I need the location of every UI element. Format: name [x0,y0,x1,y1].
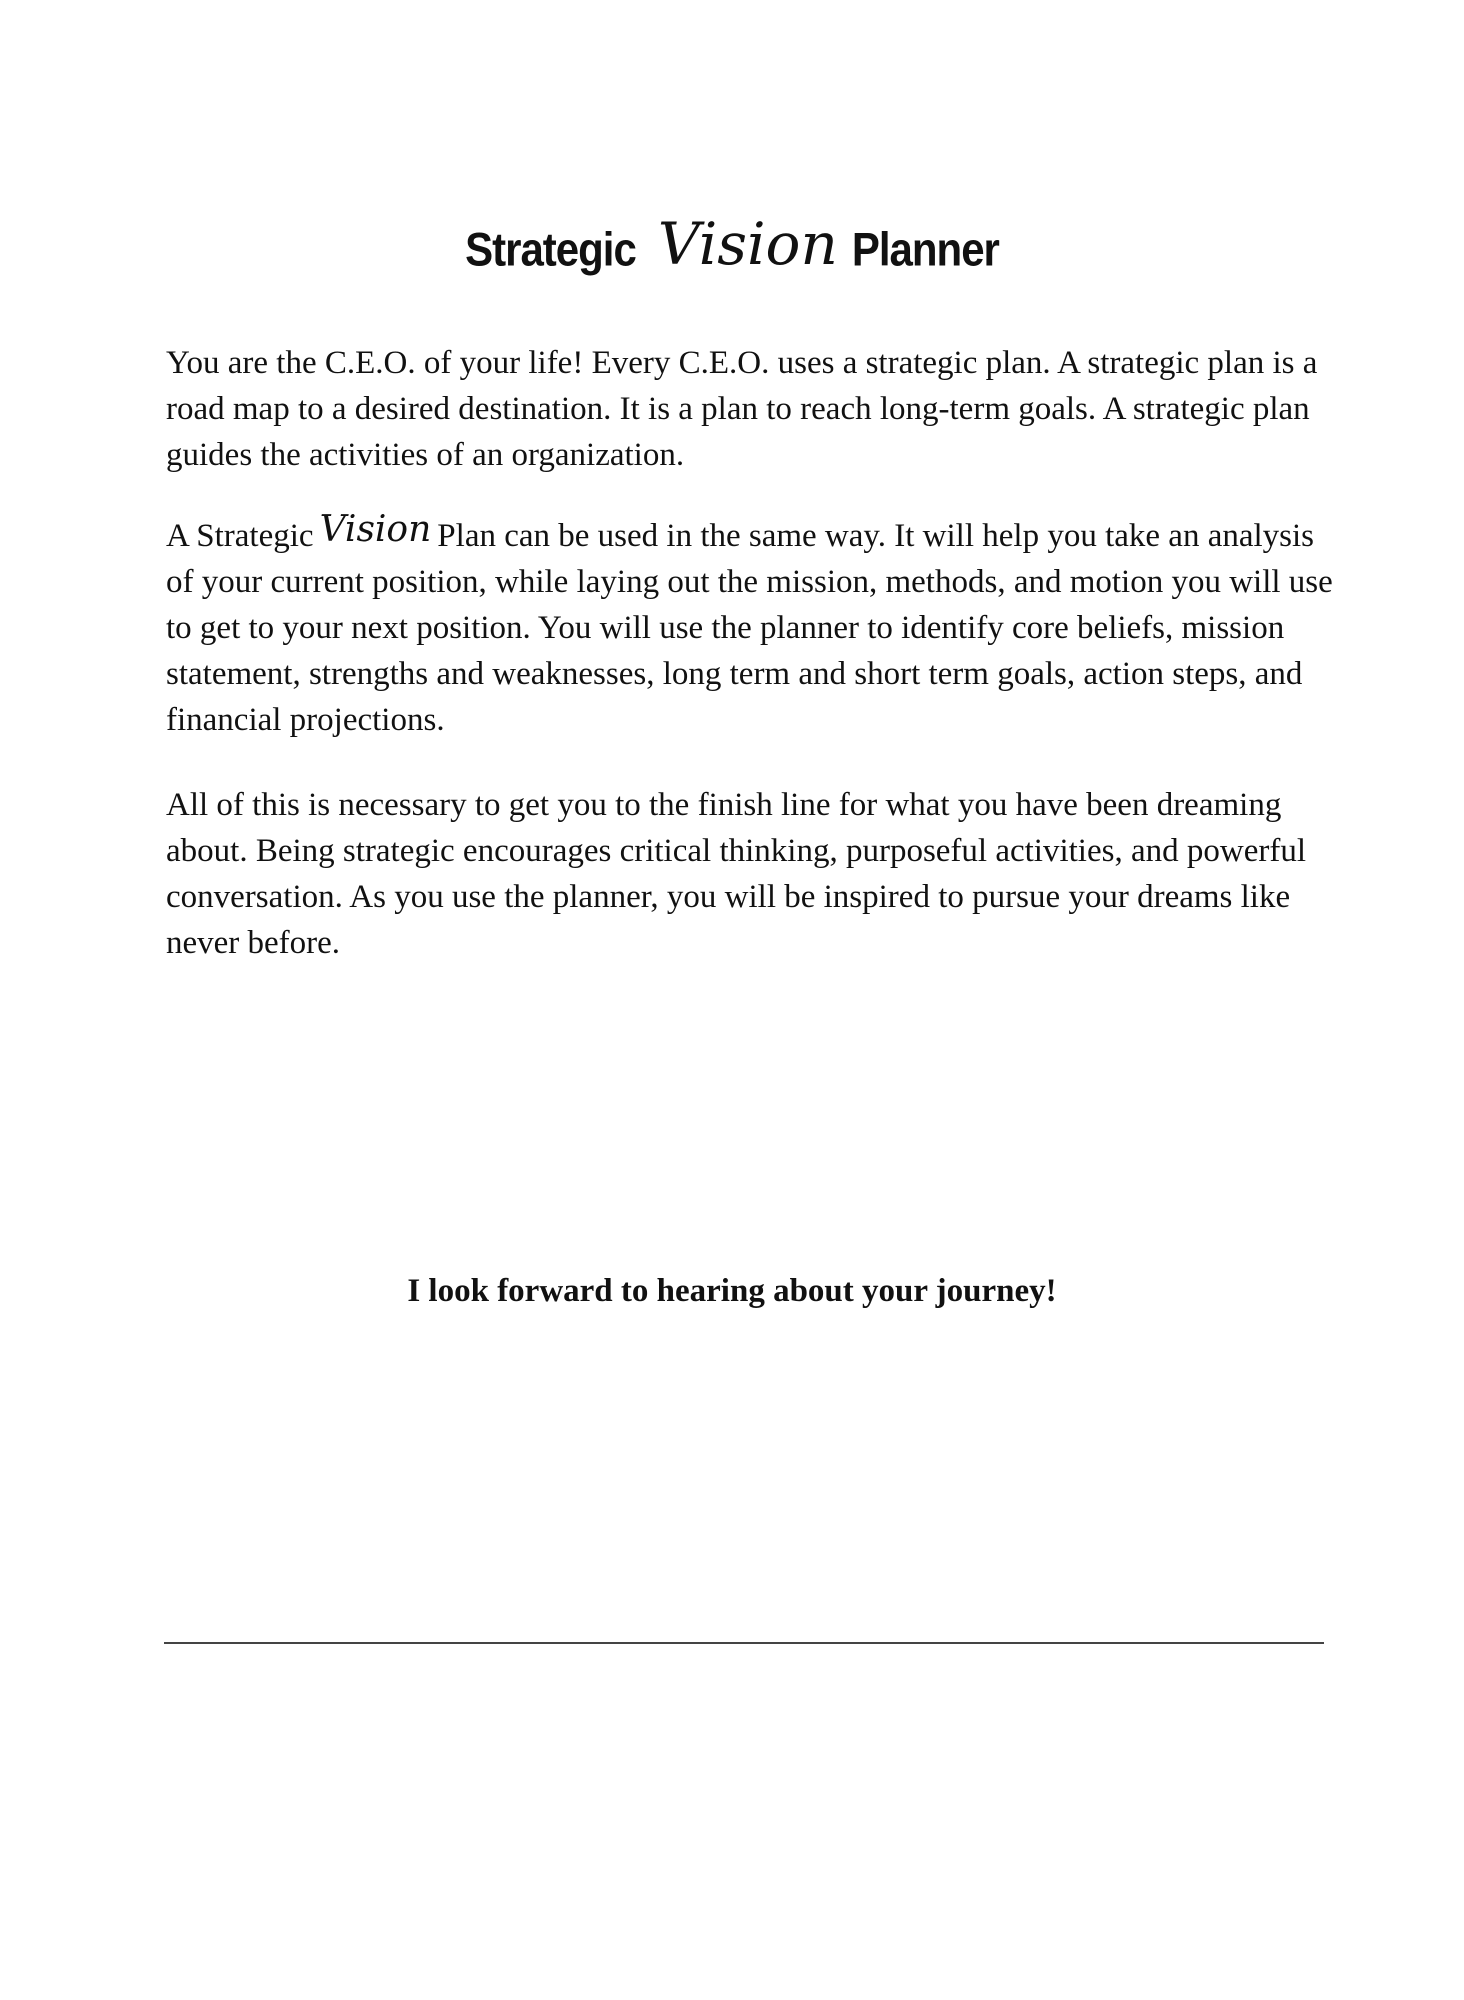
title-word-vision: Vision [657,210,838,279]
horizontal-rule [164,1642,1324,1644]
finish-line-paragraph: All of this is necessary to get you to the finish line for what you have been dreaming about. Being strategic encourages critical thinking, purposeful activities, and powerful conversation. As you use the planner, you will be inspired to pursue your dreams like never before. [166,787,1306,961]
title-word-strategic: Strategic [465,223,636,277]
paragraph-text-after: Plan can be used in the same way. It will help you take an analysis of your current position, while laying out the mission, methods, and motion you will use to get to your next position. You will use the planner to identify core beliefs, mission statement, strengths and weaknesses, long term and short term goals, action steps, and financial projections. [166,518,1333,738]
vision-plan-paragraph [166,509,1346,743]
closing-statement: I look forward to hearing about your journey! [407,1273,1057,1309]
inline-vision-word: Vision [319,509,432,550]
title-word-planner: Planner [851,223,999,277]
paragraph-text-before: A Strategic [166,518,314,554]
page-title [0,205,1464,295]
intro-paragraph: You are the C.E.O. of your life! Every C.E.O. uses a strategic plan. A strategic plan is a road map to a desired destination. It is a plan to reach long-term goals. A strategic plan guides the activities of an organization. [166,345,1318,473]
